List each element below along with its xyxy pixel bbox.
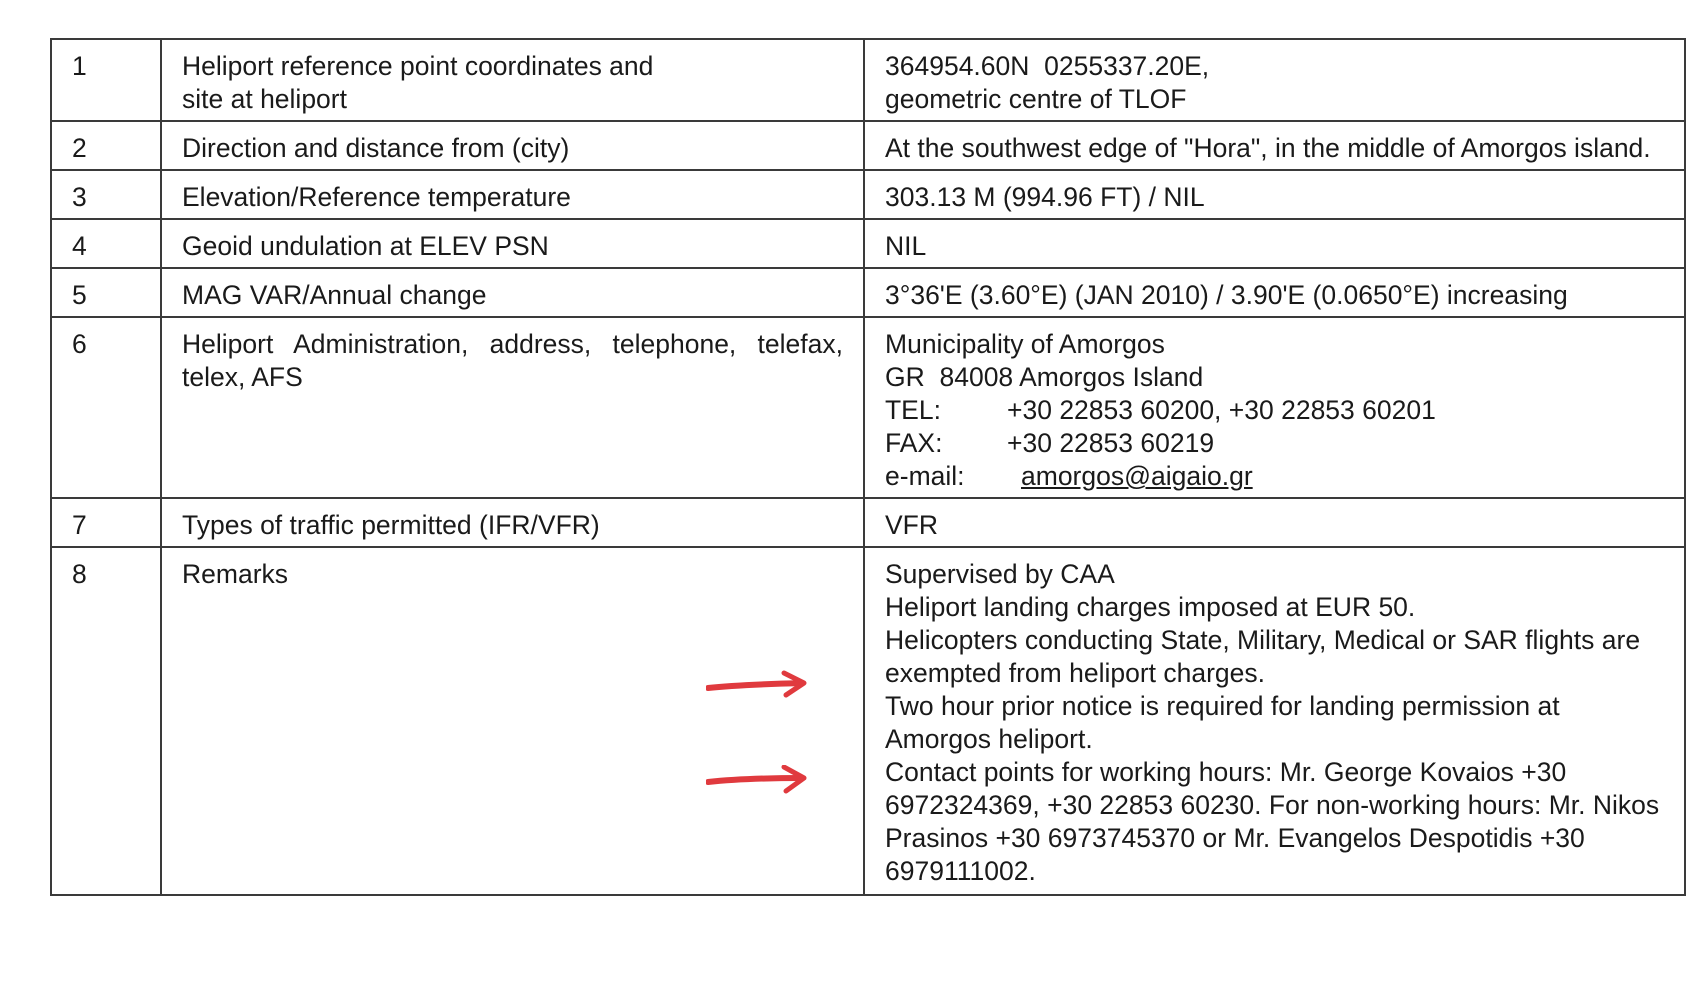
row-number: 1 — [51, 39, 161, 121]
item-label: Elevation/Reference temperature — [161, 170, 864, 219]
item-label: MAG VAR/Annual change — [161, 268, 864, 317]
item-value: VFR — [864, 498, 1685, 547]
admin-address: GR 84008 Amorgos Island — [885, 362, 1204, 392]
item-value — [864, 317, 1685, 498]
item-label: Direction and distance from (city) — [161, 121, 864, 170]
email-line: e-mail: amorgos@aigaio.gr — [885, 460, 1664, 493]
admin-name: Municipality of Amorgos — [885, 329, 1165, 359]
item-label: Remarks — [161, 547, 864, 895]
item-value: NIL — [864, 219, 1685, 268]
fax-line: FAX: +30 22853 60219 — [885, 428, 1215, 458]
table-row — [51, 498, 1685, 547]
remarks-value — [864, 547, 1685, 895]
item-value: 364954.60N 0255337.20E, geometric centre of TLOF — [864, 39, 1685, 121]
table-row — [51, 39, 1685, 121]
table-row — [51, 317, 1685, 498]
table-row — [51, 547, 1685, 895]
remark-landing-charges: Heliport landing charges imposed at EUR 50. — [885, 592, 1416, 622]
remark-exemptions: Helicopters conducting State, Military, Medical or SAR flights are exempted from heliport charges. — [885, 625, 1641, 688]
remark-contact-points: Contact points for working hours: Mr. George Kovaios +30 6972324369, +30 22853 60230. For non-working hours: Mr. Nikos Prasinos +30 6973745370 or Mr. Evangelos Despotidis +30 6979111002. — [885, 757, 1660, 886]
row-number: 3 — [51, 170, 161, 219]
table-row — [51, 268, 1685, 317]
remark-prior-notice: Two hour prior notice is required for landing permission at Amorgos heliport. — [885, 691, 1560, 754]
telephone-line: TEL: +30 22853 60200, +30 22853 60201 — [885, 395, 1436, 425]
heliport-data-table — [50, 38, 1686, 896]
row-number: 2 — [51, 121, 161, 170]
row-number: 5 — [51, 268, 161, 317]
item-value: 3°36'E (3.60°E) (JAN 2010) / 3.90'E (0.0650°E) increasing — [864, 268, 1685, 317]
row-number: 6 — [51, 317, 161, 498]
remark-supervision: Supervised by CAA — [885, 559, 1115, 589]
item-label: Heliport Administration, address, telephone, telefax, telex, AFS — [161, 317, 864, 498]
row-number: 4 — [51, 219, 161, 268]
table-row — [51, 121, 1685, 170]
item-value: At the southwest edge of "Hora", in the middle of Amorgos island. — [864, 121, 1685, 170]
table-row — [51, 170, 1685, 219]
item-value: 303.13 M (994.96 FT) / NIL — [864, 170, 1685, 219]
item-label: Geoid undulation at ELEV PSN — [161, 219, 864, 268]
item-label: Types of traffic permitted (IFR/VFR) — [161, 498, 864, 547]
row-number: 7 — [51, 498, 161, 547]
item-label: Heliport reference point coordinates and site at heliport — [161, 39, 864, 121]
red-arrow-icon — [706, 765, 810, 795]
row-number: 8 — [51, 547, 161, 895]
email-link[interactable]: amorgos@aigaio.gr — [1021, 461, 1253, 491]
table-row — [51, 219, 1685, 268]
red-arrow-icon — [706, 670, 810, 700]
